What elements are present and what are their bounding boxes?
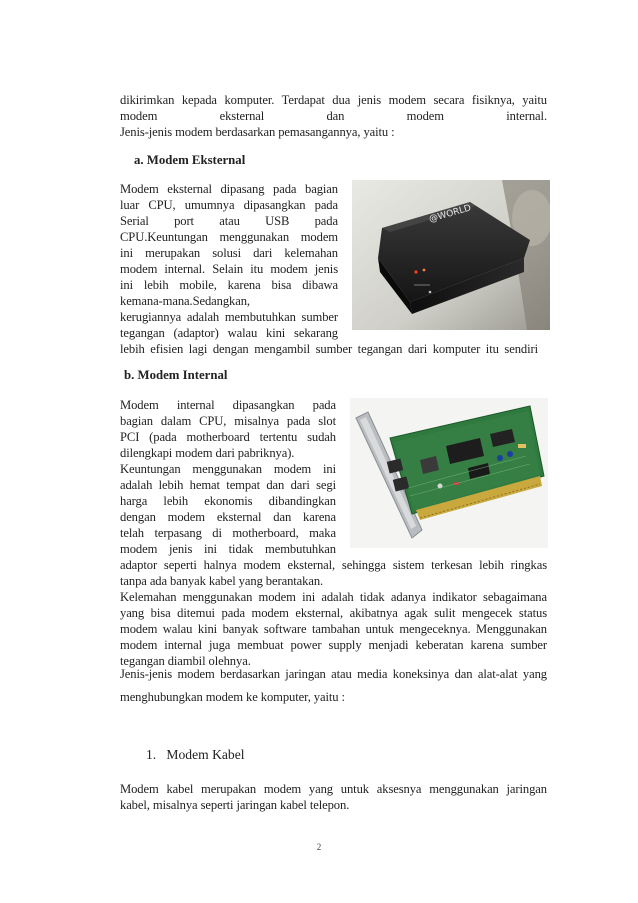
- eksternal-line: ini lebih mobile, karena bisa dibawa: [120, 278, 338, 292]
- internal-line: telah terpasang di motherboard, maka: [120, 526, 336, 540]
- internal-line: dengan modem eksternal dan karena: [120, 510, 336, 524]
- internal-line: tanpa ada banyak kabel yang berantakan.: [120, 574, 324, 588]
- eksternal-line: CPU.Keuntungan menggunakan modem: [120, 230, 338, 244]
- internal-line: adalah lebih hemat tempat dan dari segi: [120, 478, 336, 492]
- internal-line: modem jenis ini tidak membutuhkan: [120, 542, 336, 556]
- intro-line-2: modem eksternal dan modem internal.: [120, 109, 547, 123]
- kelemahan-line: modem walau kini banyak software tambahan untuk mengeceknya. Menggunakan: [120, 622, 547, 636]
- eksternal-line: ini merupakan solusi dari kelemahan: [120, 246, 338, 260]
- eksternal-line: Serial port atau USB pada: [120, 214, 338, 228]
- internal-line: Modem internal dipasangkan pada: [120, 398, 336, 412]
- eksternal-line: lebih efisien lagi dengan mengambil sumber tegangan dari komputer itu sendiri: [120, 342, 538, 356]
- brand-logo-text: @WORLD: [428, 203, 473, 225]
- heading-modem-eksternal: a. Modem Eksternal: [134, 153, 246, 167]
- eksternal-line: kerugiannya adalah membutuhkan sumber: [120, 310, 338, 324]
- eksternal-line: modem internal. Selain itu modem jenis: [120, 262, 338, 276]
- eksternal-line: kemana-mana.Sedangkan,: [120, 294, 250, 308]
- eksternal-line: Modem eksternal dipasang pada bagian: [120, 182, 338, 196]
- network-intro-line-2: menghubungkan modem ke komputer, yaitu :: [120, 690, 345, 704]
- kelemahan-line: yang bisa ditemui pada modem eksternal, akibatnya agak sulit mengecek status: [120, 606, 547, 620]
- eksternal-line: tegangan (adaptor) walau kini sekarang: [120, 326, 338, 340]
- kelemahan-line: Kelemahan menggunakan modem ini adalah tidak adanya indikator sebagaimana: [120, 590, 547, 604]
- kabel-line-2: kabel, misalnya seperti jaringan kabel telepon.: [120, 798, 350, 812]
- internal-line: Keuntungan menggunakan modem ini: [120, 462, 336, 476]
- kabel-line-1: Modem kabel merupakan modem yang untuk aksesnya menggunakan jaringan: [120, 782, 547, 796]
- intro-line-3: Jenis-jenis modem berdasarkan pemasangannya, yaitu :: [120, 125, 395, 139]
- eksternal-line: luar CPU, umumnya dipasangkan pada: [120, 198, 338, 212]
- external-modem-photo: [352, 180, 550, 330]
- intro-line-1: dikirimkan kepada komputer. Terdapat dua jenis modem secara fisiknya, yaitu: [120, 93, 547, 107]
- internal-line: PCI (pada motherboard tertentu sudah: [120, 430, 336, 444]
- internal-line: adaptor seperti halnya modem eksternal, sehingga sistem terkesan lebih ringkas: [120, 558, 547, 572]
- page-number: 2: [316, 842, 322, 852]
- internal-line: dilengkapi modem dari pabriknya).: [120, 446, 295, 460]
- internal-line: bagian dalam CPU, misalnya pada slot: [120, 414, 336, 428]
- heading-modem-internal: b. Modem Internal: [124, 368, 228, 382]
- internal-line: harga lebih ekonomis dibandingkan: [120, 494, 336, 508]
- heading-modem-kabel: 1. Modem Kabel: [146, 747, 245, 762]
- internal-modem-photo: [350, 398, 548, 548]
- network-intro-line-1: Jenis-jenis modem berdasarkan jaringan atau media koneksinya dan alat-alat yang: [120, 667, 547, 681]
- kelemahan-line: tegangan diambil olehnya.: [120, 654, 251, 668]
- kelemahan-line: modem internal juga membuat power supply menjadi keberatan karena sumber: [120, 638, 547, 652]
